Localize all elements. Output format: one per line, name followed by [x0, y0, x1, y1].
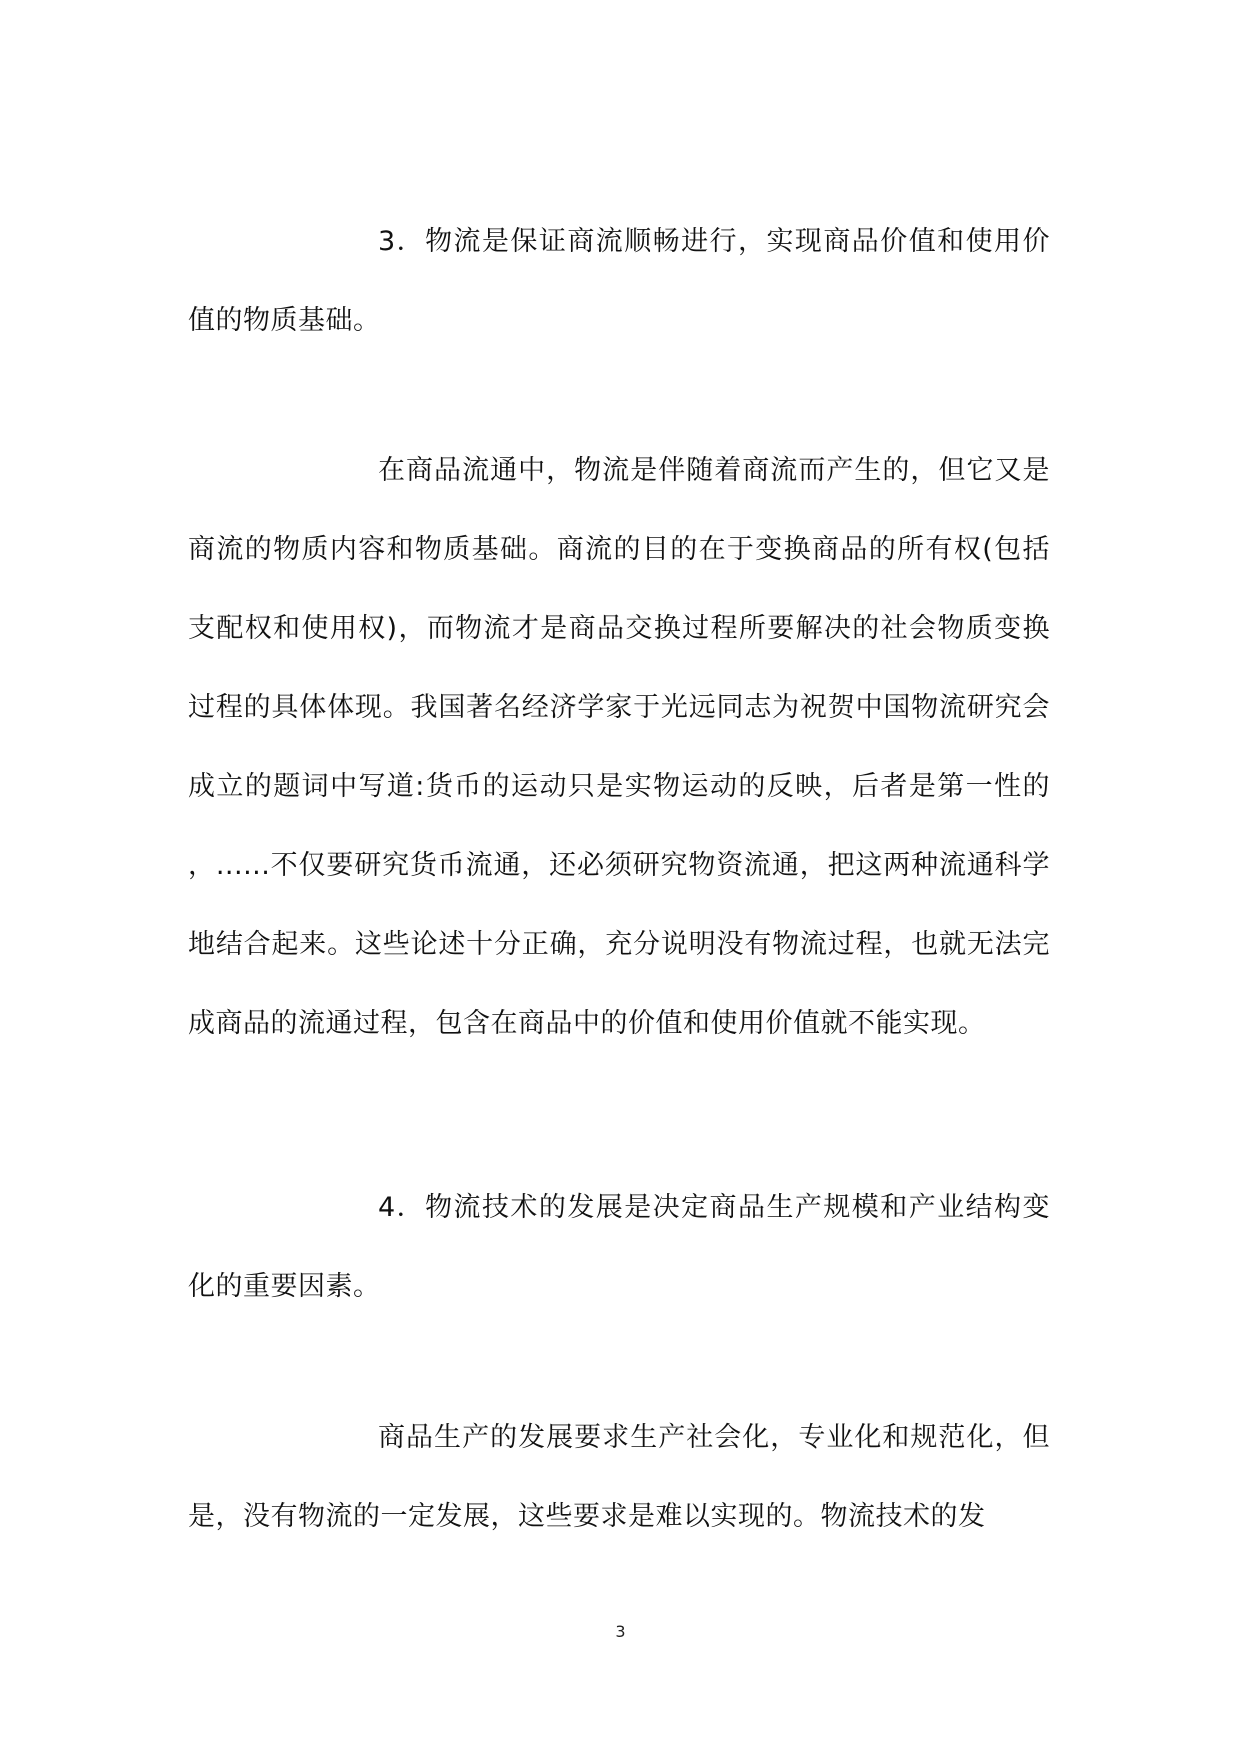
body-paragraph: 在商品流通中，物流是伴随着商流而产生的，但它又是商流的物质内容和物质基础。商流的目的在于变换商品的所有权(包括支配权和使用权)，而物流才是商品交换过程所要解决的社会物质变换过程的具体体现。我国著名经济学家于光远同志为祝贺中国物流研究会成立的题词中写道:货币的运动只是实物运动的反映，后者是第一性的，......不仅要研究货币流通，还必须研究物资流通，把这两种流通科学地结合起来。这些论述十分正确，充分说明没有物流过程，也就无法完成商品的流通过程，包含在商品中的价值和使用价值就不能实现。 — [188, 455, 1050, 1039]
section-heading-4: 4．物流技术的发展是决定商品生产规模和产业结构变化的重要因素。 — [188, 1192, 1050, 1302]
section-heading-3: 3．物流是保证商流顺畅进行，实现商品价值和使用价值的物质基础。 — [188, 226, 1050, 336]
page-number: 3 — [615, 1622, 626, 1641]
body-paragraph: 商品生产的发展要求生产社会化，专业化和规范化，但是，没有物流的一定发展，这些要求是难以实现的。物流技术的发 — [188, 1422, 1050, 1532]
